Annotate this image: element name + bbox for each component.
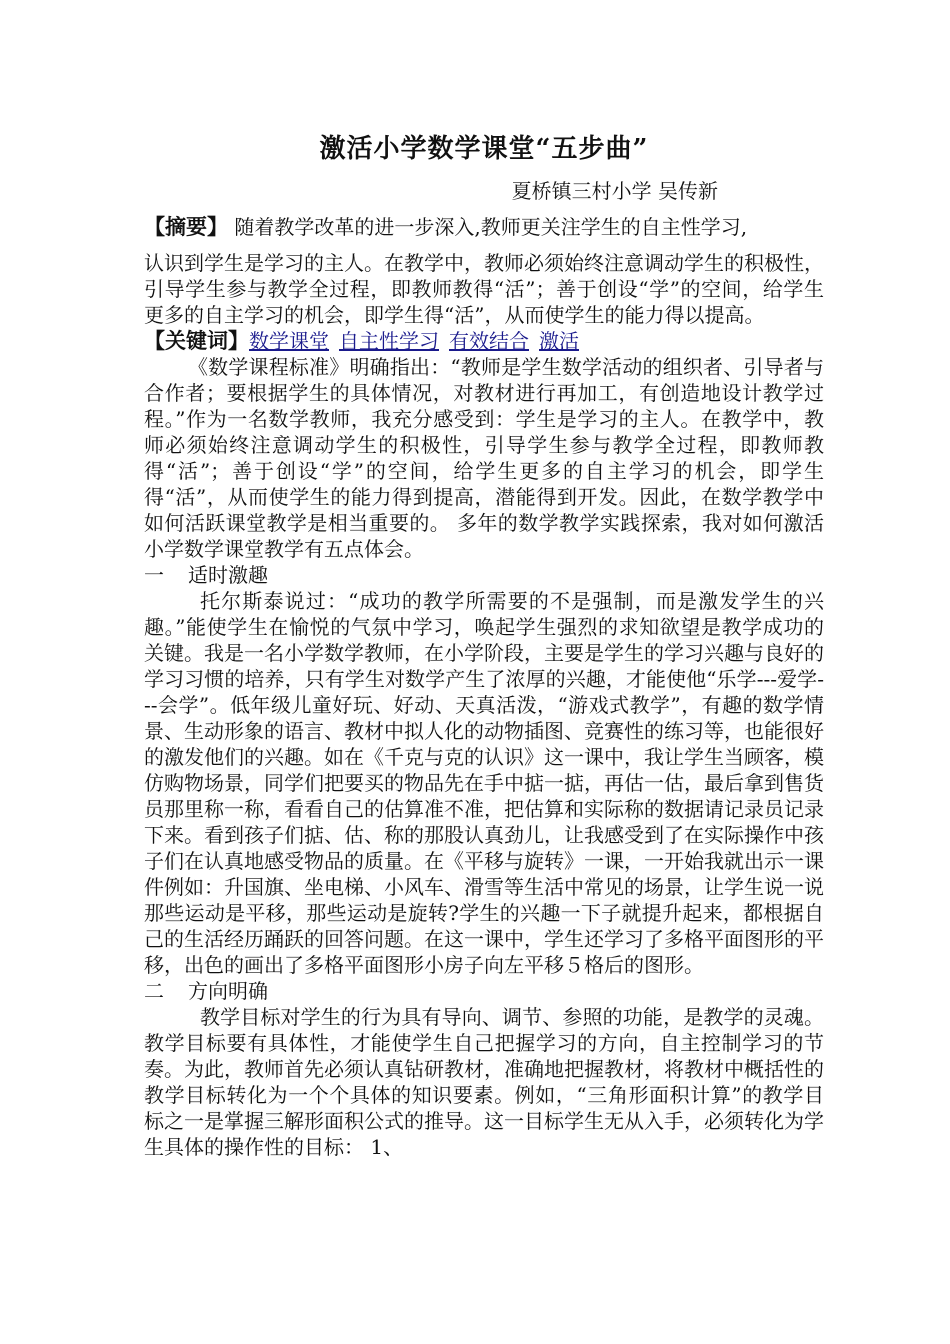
keyword-link-activate[interactable]: 激活 xyxy=(539,329,579,353)
abstract-first-line xyxy=(144,212,824,242)
document-author: 夏桥镇三村小学 吴传新 xyxy=(511,179,718,203)
document-page xyxy=(144,130,824,1160)
keyword-link-math-classroom[interactable]: 数学课堂 xyxy=(249,329,329,353)
section-number-1: 一 xyxy=(144,563,164,587)
abstract-body: 认识到学生是学习的主人。在教学中，教师必须始终注意调动学生的积极性，引导学生参与教学全过程，即教师教得“活”；善于创设“学”的空间，给学生更多的自主学习的机会，即学生得“活”，从而使学生的能力得以提高。 xyxy=(144,251,824,327)
section-body-1: 托尔斯泰说过：“成功的教学所需要的不是强制，而是激发学生的兴趣。”能使学生在愉悦的气氛中学习，唤起学生强烈的求知欲望是教学成功的关键。我是一名小学数学教师，在小学阶段，主要是学生的学习兴趣与良好的学习习惯的培养，只有学生对数学产生了浓厚的兴趣，才能使他“乐学---爱学---会学”。低年级儿童好玩、好动、天真活泼，“游戏式教学”，有趣的数学情景、生动形象的语言、教材中拟人化的动物插图、竞赛性的练习等，也能很好的激发他们的兴趣。如在《千克与克的认识》这一课中，我让学生当顾客，模仿购物场景，同学们把要买的物品先在手中掂一掂，再估一估，最后拿到售货员那里称一称，看看自己的估算准不准，把估算和实际称的数据请记录员记录下来。看到孩子们掂、估、称的那股认真劲儿，让我感受到了在实际操作中孩子们在认真地感受物品的质量。在《平移与旋转》一课，一开始我就出示一课件例如：升国旗、坐电梯、小风车、滑雪等生活中常见的场景，让学生说一说那些运动是平移，那些运动是旋转?学生的兴趣一下子就提升起来，都根据自己的生活经历踊跃的回答问题。在这一课中，学生还学习了多格平面图形的平移，出色的画出了多格平面图形小房子向左平移５格后的图形。 xyxy=(144,589,824,977)
keywords-label: 【关键词】 xyxy=(144,328,249,353)
keyword-link-effective-combination[interactable]: 有效结合 xyxy=(449,329,529,353)
section-heading-2 xyxy=(144,978,824,1004)
keyword-link-self-learning[interactable]: 自主性学习 xyxy=(339,329,439,353)
section-heading-1 xyxy=(144,562,824,588)
abstract-label: 【摘要】 xyxy=(144,214,228,239)
document-title: 激活小学数学课堂“五步曲” xyxy=(319,134,649,164)
section-body-2: 教学目标对学生的行为具有导向、调节、参照的功能，是教学的灵魂。教学目标要有具体性，才能使学生自己把握学习的方向，自主控制学习的节奏。为此，教师首先必须认真钻研教材，准确地把握教材，将教材中概括性的教学目标转化为一个个具体的知识要素。例如，“三角形面积计算”的教学目标之一是掌握三解形面积公式的推导。这一目标学生无从入手，必须转化为学生具体的操作性的目标： 1、 xyxy=(144,1005,824,1159)
section-title-2: 方向明确 xyxy=(188,979,268,1003)
section-number-2: 二 xyxy=(144,979,164,1003)
intro-paragraph: 《数学课程标准》明确指出：“教师是学生数学活动的组织者、引导者与合作者；要根据学生的具体情况，对教材进行再加工，有创造地设计教学过程。”作为一名数学教师，我充分感受到：学生是学习的主人。在教学中，教师必须始终注意调动学生的积极性，引导学生参与教学全过程，即教师教得“活”；善于创设“学”的空间，给学生更多的自主学习的机会，即学生得“活”，从而使学生的能力得到提高，潜能得到开发。因此，在数学教学中如何活跃课堂教学是相当重要的。 多年的数学教学实践探索，我对如何激活小学数学课堂教学有五点体会。 xyxy=(144,355,824,561)
abstract-first-text: 随着教学改革的进一步深入,教师更关注学生的自主性学习, xyxy=(234,215,748,239)
section-title-1: 适时激趣 xyxy=(188,563,268,587)
keywords-line xyxy=(144,328,824,354)
